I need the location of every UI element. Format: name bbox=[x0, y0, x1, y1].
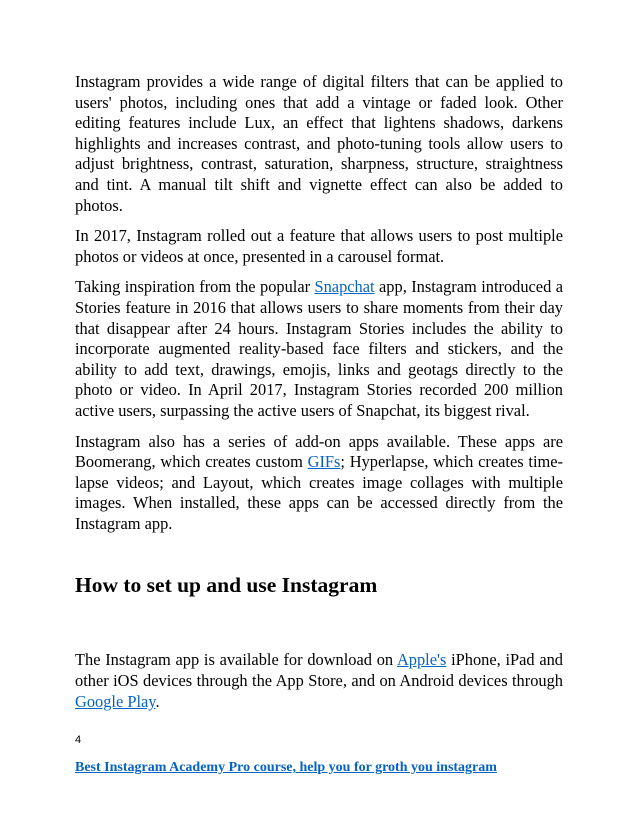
snapchat-link[interactable]: Snapchat bbox=[314, 277, 375, 297]
paragraph-filters: Instagram provides a wide range of digital filters that can be applied to users' photos, including ones that add a vintage or faded look. Other editing features include Lux, an effect that lightens shadows, darkens highlights and increases contrast, and photo-tuning tools allow users to adjust brightness, contrast, saturation, sharpness, structure, straightness and tint. A manual tilt shift and vignette effect can also be added to photos. bbox=[75, 72, 563, 215]
paragraph-download-text-end: . bbox=[155, 691, 160, 711]
document-body bbox=[75, 72, 563, 722]
paragraph-addon-apps-text-end: ; Hyperlapse, which creates time-lapse videos; and Layout, which creates image collages with multiple images. When installed, these apps can be accessed directly from the Instagram app. bbox=[75, 452, 563, 533]
google-play-link[interactable]: Google Play bbox=[75, 691, 156, 711]
paragraph-stories-text-start: Taking inspiration from the popular bbox=[75, 277, 315, 297]
paragraph-download bbox=[75, 650, 563, 712]
paragraph-download-text-start: The Instagram app is available for download on bbox=[75, 650, 397, 670]
paragraph-stories-text-end: app, Instagram introduced a Stories feature in 2016 that allows users to share moments from their day that disappear after 24 hours. Instagram Stories includes the ability to incorporate augmented reality-based face filters and stickers, and the ability to add text, drawings, emojis, links and geotags directly to the photo or video. In April 2017, Instagram Stories recorded 200 million active users, surpassing the active users of Snapchat, its biggest rival. bbox=[75, 277, 563, 420]
paragraph-stories bbox=[75, 277, 563, 421]
gifs-link[interactable]: GIFs bbox=[307, 452, 341, 472]
paragraph-carousel: In 2017, Instagram rolled out a feature that allows users to post multiple photos or videos at once, presented in a carousel format. bbox=[75, 226, 563, 266]
paragraph-addon-apps-text-start: Instagram also has a series of add-on apps available. These apps are Boomerang, which creates custom bbox=[75, 431, 563, 472]
page-number: 4 bbox=[75, 734, 82, 746]
section-heading: How to set up and use Instagram bbox=[75, 573, 378, 598]
footer-course-link[interactable]: Best Instagram Academy Pro course, help you for groth you instagram bbox=[75, 760, 497, 775]
paragraph-addon-apps bbox=[75, 432, 563, 535]
apple-link[interactable]: Apple's bbox=[396, 650, 447, 670]
paragraph-download-text-middle: iPhone, iPad and other iOS devices through the App Store, and on Android devices through bbox=[75, 650, 564, 691]
